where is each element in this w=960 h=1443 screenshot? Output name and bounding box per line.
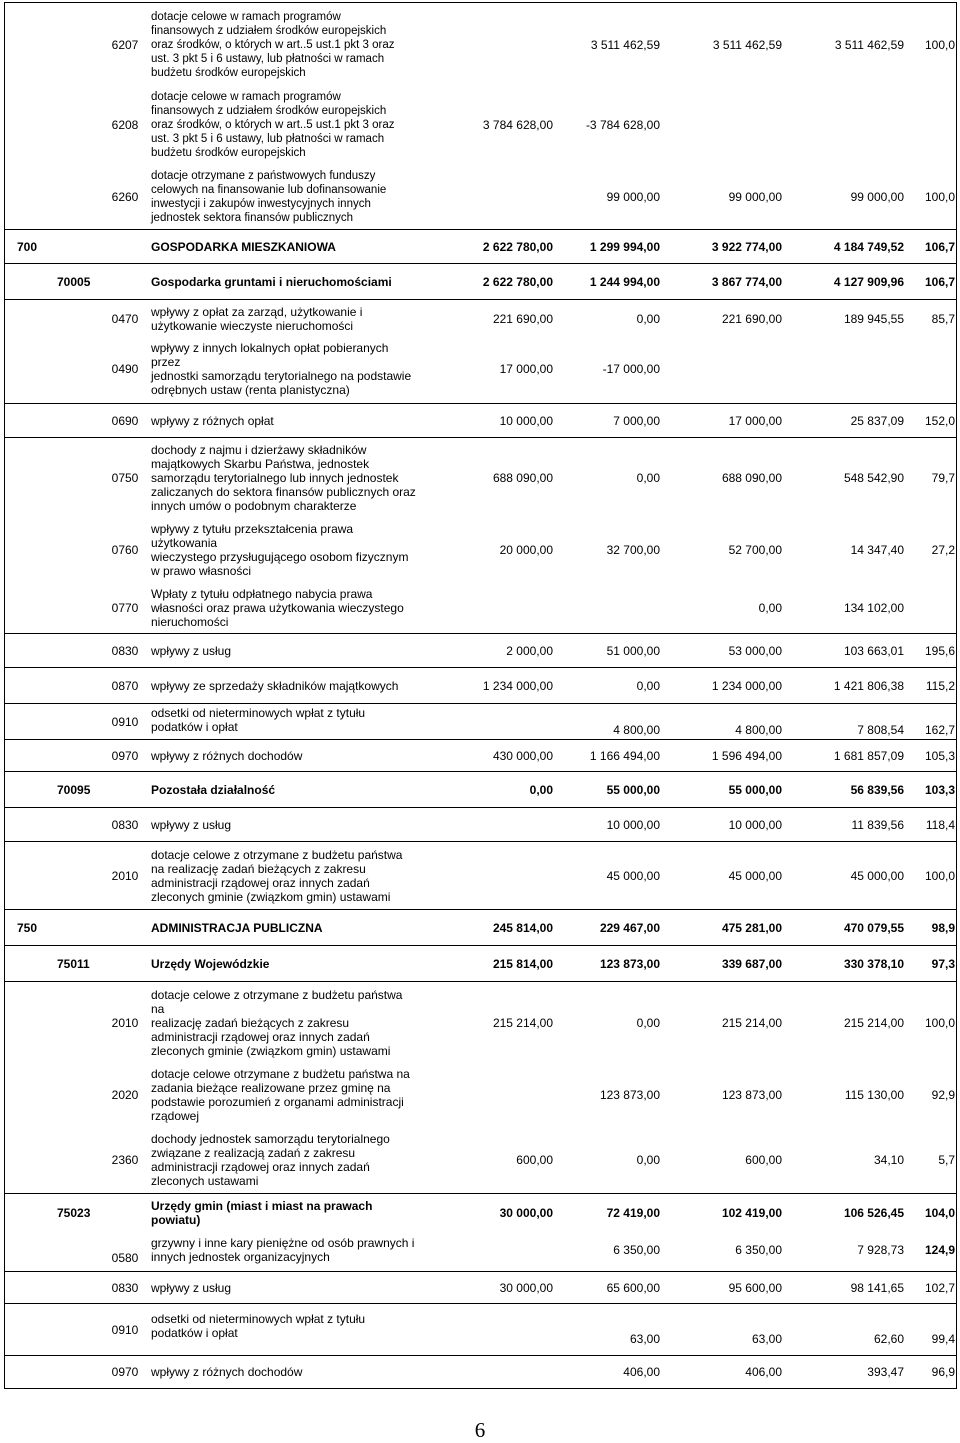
plan-after-change-value: 6 350,00	[735, 1243, 782, 1257]
classification-code: 0830	[111, 1281, 139, 1295]
table-row	[5, 981, 956, 1064]
classification-code: 0770	[111, 601, 139, 615]
classification-code: 0490	[111, 362, 139, 376]
table-row	[5, 1231, 956, 1269]
execution-percent: 100,0	[924, 869, 955, 883]
table-row	[5, 583, 956, 633]
item-description: dotacje otrzymane z państwowych funduszy celowych na finansowanie lub dofinansowanie inwestycji i zakupów inwestycyjnych innych jednostek sektora finansów publicznych	[151, 170, 387, 224]
execution-percent: 97,3	[931, 957, 955, 971]
item-description: dochody z najmu i dzierżawy składników majątkowych Skarbu Państwa, jednostek samorządu terytorialnego lub innych jednostek zaliczanych do sektora finansów publicznych oraz innych umów o podobnym charakterze	[151, 443, 416, 513]
item-description: wpływy z różnych opłat	[151, 414, 274, 428]
table-row	[5, 667, 956, 704]
plan-value: 430 000,00	[492, 749, 553, 763]
chapter-row	[5, 1193, 956, 1232]
execution-percent: 162,7	[924, 723, 955, 737]
plan-value: 3 784 628,00	[482, 118, 553, 132]
plan-after-change-value: 123 873,00	[721, 1088, 782, 1102]
execution-percent: 106,7	[924, 275, 955, 289]
classification-code: 0910	[111, 1323, 139, 1337]
change-value: 123 873,00	[599, 957, 660, 971]
change-value: 406,00	[623, 1365, 660, 1379]
execution-value: 548 542,90	[843, 471, 904, 485]
plan-after-change-value: 3 922 774,00	[711, 240, 782, 254]
chapter-name: Urzędy Wojewódzkie	[151, 957, 270, 971]
execution-value: 7 928,73	[857, 1243, 904, 1257]
item-description: dotacje celowe otrzymane z budżetu państwa na zadania bieżące realizowane przez gminę na podstawie porozumień z organami administracji rządowej	[151, 1067, 410, 1123]
change-value: 32 700,00	[606, 543, 660, 557]
change-value: 72 419,00	[606, 1206, 660, 1220]
budget-table	[4, 2, 957, 1389]
execution-percent: 106,7	[924, 240, 955, 254]
change-value: 123 873,00	[599, 1088, 660, 1102]
chapter-code: 70005	[57, 275, 91, 289]
plan-value	[445, 5, 553, 85]
plan-after-change-value: 95 600,00	[728, 1281, 782, 1295]
plan-after-change-value: 99 000,00	[728, 190, 782, 204]
item-description: wpływy z różnych dochodów	[151, 1365, 303, 1379]
execution-value: 62,60	[873, 1332, 904, 1346]
execution-value: 103 663,01	[843, 644, 904, 658]
section-name: ADMINISTRACJA PUBLICZNA	[151, 921, 323, 935]
plan-value	[445, 1063, 553, 1127]
plan-after-change-value: 600,00	[745, 1153, 782, 1167]
change-value: 1 166 494,00	[589, 749, 660, 763]
execution-value: 99 000,00	[850, 190, 904, 204]
table-row	[5, 739, 956, 772]
execution-value: 25 837,09	[850, 414, 904, 428]
plan-value: 20 000,00	[499, 543, 553, 557]
plan-after-change-value: 215 214,00	[721, 1016, 782, 1030]
plan-value: 215 214,00	[492, 1016, 553, 1030]
item-description: odsetki od nieterminowych wpłat z tytułu podatków i opłat	[151, 706, 366, 734]
execution-value: 1 681 857,09	[833, 749, 904, 763]
execution-value: 3 511 462,59	[834, 38, 904, 52]
item-description: wpływy ze sprzedaży składników majątkowych	[151, 679, 399, 693]
plan-after-change-value: 55 000,00	[728, 783, 782, 797]
classification-code: 0970	[111, 1365, 139, 1379]
section-name: GOSPODARKA MIESZKANIOWA	[151, 240, 336, 254]
plan-after-change-value: 102 419,00	[721, 1206, 782, 1220]
execution-value: 7 808,54	[857, 723, 904, 737]
change-value: 65 600,00	[606, 1281, 660, 1295]
classification-code: 0580	[111, 1251, 139, 1265]
plan-value: 2 622 780,00	[482, 240, 553, 254]
execution-percent: 152,0	[924, 414, 955, 428]
execution-value: 215 214,00	[843, 1016, 904, 1030]
plan-value	[445, 1231, 553, 1269]
change-value: -3 784 628,00	[585, 118, 660, 132]
plan-after-change-value: 52 700,00	[728, 543, 782, 557]
classification-code: 0830	[111, 818, 139, 832]
plan-value: 10 000,00	[499, 414, 553, 428]
execution-percent: 104,0	[924, 1206, 955, 1220]
execution-value: 106 526,45	[843, 1206, 904, 1220]
table-row	[5, 85, 956, 165]
classification-code: 2010	[111, 1016, 139, 1030]
execution-percent: 5,7	[938, 1153, 955, 1167]
plan-value: 221 690,00	[492, 312, 553, 326]
table-row	[5, 807, 956, 842]
execution-percent: 100,0	[924, 1016, 955, 1030]
table-row	[5, 841, 956, 910]
table-row	[5, 1063, 956, 1127]
plan-value: 600,00	[516, 1153, 553, 1167]
execution-value: 189 945,55	[843, 312, 904, 326]
plan-after-change-value: 45 000,00	[728, 869, 782, 883]
chapter-name: Pozostała działalność	[151, 783, 276, 797]
execution-value: 4 184 749,52	[833, 240, 904, 254]
table-row	[5, 1271, 956, 1304]
item-description: Wpłaty z tytułu odpłatnego nabycia prawa własności oraz prawa użytkowania wieczystego nieruchomości	[151, 587, 404, 629]
section-row	[5, 909, 956, 946]
classification-code: 0970	[111, 749, 139, 763]
execution-value: 11 839,56	[851, 818, 904, 832]
plan-value: 215 814,00	[492, 957, 553, 971]
plan-after-change-value: 10 000,00	[728, 818, 782, 832]
execution-value: 45 000,00	[850, 869, 904, 883]
change-value: 0,00	[636, 471, 660, 485]
execution-value: 115 130,00	[844, 1088, 904, 1102]
change-value: 6 350,00	[613, 1243, 660, 1257]
plan-after-change-value: 221 690,00	[721, 312, 782, 326]
page-number: 6	[474, 1418, 486, 1442]
plan-value: 1 234 000,00	[482, 679, 553, 693]
change-value: 3 511 462,59	[590, 38, 660, 52]
plan-after-change-value: 1 234 000,00	[711, 679, 782, 693]
execution-percent: 115,2	[925, 679, 955, 693]
plan-after-change-value: 3 867 774,00	[711, 275, 782, 289]
change-value: 1 299 994,00	[589, 240, 660, 254]
table-row	[5, 403, 956, 438]
section-row	[5, 229, 956, 264]
table-row	[5, 437, 956, 518]
execution-percent: 92,9	[931, 1088, 955, 1102]
execution-percent: 96,9	[931, 1365, 955, 1379]
classification-code: 0760	[111, 543, 139, 557]
plan-after-change-value: 4 800,00	[735, 723, 782, 737]
table-row	[5, 517, 956, 583]
execution-percent: 102,7	[924, 1281, 955, 1295]
plan-value	[445, 165, 553, 229]
plan-after-change-value: 53 000,00	[728, 644, 782, 658]
table-row	[5, 1355, 956, 1388]
plan-value: 0,00	[529, 783, 553, 797]
item-description: dochody jednostek samorządu terytorialnego związane z realizacją zadań z zakresu administracji rządowej oraz innych zadań zleconych ustawami	[151, 1132, 390, 1188]
change-value: 7 000,00	[613, 414, 660, 428]
chapter-name: Urzędy gmin (miast i miast na prawach powiatu)	[151, 1199, 373, 1227]
change-value: 45 000,00	[606, 869, 660, 883]
item-description: wpływy z usług	[151, 1281, 232, 1295]
item-description: dotacje celowe w ramach programów finansowych z udziałem środków europejskich oraz środków, o których w art..5 ust.1 pkt 3 oraz ust. 3 pkt 5 i 6 ustawy, lub płatności w ramach budżetu środków europejskich	[151, 11, 395, 79]
plan-after-change-value: 406,00	[745, 1365, 782, 1379]
table-row	[5, 337, 956, 401]
change-value	[555, 583, 660, 633]
table-row	[5, 703, 956, 740]
item-description: wpływy z innych lokalnych opłat pobieranych przez jednostki samorządu terytorialnego na podstawie odrębnych ustaw (renta planistyczna)	[151, 341, 412, 397]
plan-value	[445, 808, 553, 842]
execution-percent: 118,4	[925, 818, 955, 832]
plan-after-change-value: 17 000,00	[728, 414, 782, 428]
execution-value: 56 839,56	[850, 783, 904, 797]
execution-percent: 105,3	[924, 749, 955, 763]
execution-value: 134 102,00	[843, 601, 904, 615]
execution-percent: 85,7	[931, 312, 955, 326]
execution-percent: 124,9	[924, 1243, 955, 1257]
execution-percent: 79,7	[931, 471, 955, 485]
execution-percent: 103,3	[924, 783, 955, 797]
plan-value: 30 000,00	[499, 1281, 553, 1295]
chapter-row	[5, 263, 956, 300]
execution-percent	[907, 85, 955, 165]
execution-percent: 27,2	[931, 543, 955, 557]
plan-after-change-value: 688 090,00	[721, 471, 782, 485]
execution-value	[784, 85, 904, 165]
classification-code: 6260	[111, 190, 139, 204]
table-row	[5, 1127, 956, 1193]
classification-code: 0870	[111, 679, 139, 693]
execution-value: 470 079,55	[843, 921, 904, 935]
item-description: wpływy z różnych dochodów	[151, 749, 303, 763]
chapter-code: 70095	[57, 783, 91, 797]
classification-code: 0690	[111, 414, 139, 428]
plan-after-change-value: 63,00	[751, 1332, 782, 1346]
execution-value: 34,10	[873, 1153, 904, 1167]
change-value: 0,00	[636, 1153, 660, 1167]
item-description: grzywny i inne kary pieniężne od osób prawnych i innych jednostek organizacyjnych	[151, 1236, 415, 1264]
classification-code: 2020	[111, 1088, 139, 1102]
table-row	[5, 633, 956, 668]
classification-code: 2010	[111, 869, 139, 883]
item-description: wpływy z tytułu przekształcenia prawa użytkowania wieczystego przysługującego osobom fizycznym w prawo własności	[151, 522, 409, 578]
chapter-name: Gospodarka gruntami i nieruchomościami	[151, 275, 392, 289]
change-value: 1 244 994,00	[589, 275, 660, 289]
change-value: 4 800,00	[613, 723, 660, 737]
execution-percent	[907, 337, 955, 401]
item-description: dotacje celowe z otrzymane z budżetu państwa na realizację zadań bieżących z zakresu administracji rządowej oraz innych zadań zleconych gminie (związkom gmin) ustawami	[151, 848, 403, 904]
chapter-row	[5, 771, 956, 808]
plan-after-change-value	[662, 337, 782, 401]
chapter-row	[5, 945, 956, 982]
execution-value: 14 347,40	[850, 543, 904, 557]
change-value: 229 467,00	[599, 921, 660, 935]
classification-code: 0830	[111, 644, 139, 658]
execution-percent: 99,4	[931, 1332, 955, 1346]
execution-percent: 100,0	[924, 38, 955, 52]
plan-after-change-value: 1 596 494,00	[711, 749, 782, 763]
change-value: -17 000,00	[602, 362, 660, 376]
execution-value: 393,47	[867, 1365, 904, 1379]
classification-code: 2360	[111, 1153, 139, 1167]
plan-value: 17 000,00	[499, 362, 553, 376]
plan-after-change-value: 339 687,00	[721, 957, 782, 971]
change-value: 0,00	[636, 312, 660, 326]
table-row	[5, 299, 956, 338]
plan-after-change-value: 475 281,00	[721, 921, 782, 935]
execution-value: 1 421 806,38	[833, 679, 904, 693]
classification-code: 6208	[111, 118, 139, 132]
execution-percent: 98,9	[931, 921, 955, 935]
change-value: 63,00	[629, 1332, 660, 1346]
plan-value: 30 000,00	[499, 1206, 553, 1220]
plan-value: 688 090,00	[492, 471, 553, 485]
change-value: 55 000,00	[606, 783, 660, 797]
plan-value	[445, 583, 553, 633]
change-value: 51 000,00	[606, 644, 660, 658]
chapter-code: 75011	[57, 957, 90, 971]
item-description: wpływy z usług	[151, 818, 232, 832]
execution-percent: 195,6	[924, 644, 955, 658]
plan-value	[445, 1356, 553, 1388]
change-value: 0,00	[636, 679, 660, 693]
execution-value: 330 378,10	[843, 957, 904, 971]
classification-code: 6207	[111, 38, 139, 52]
plan-after-change-value: 0,00	[758, 601, 782, 615]
plan-value	[445, 704, 553, 740]
execution-value	[784, 337, 904, 401]
table-row	[5, 1303, 956, 1356]
section-code: 750	[17, 921, 38, 935]
item-description: dotacje celowe z otrzymane z budżetu państwa na realizację zadań bieżących z zakresu administracji rządowej oraz innych zadań zleconych gminie (związkom gmin) ustawami	[151, 988, 403, 1058]
execution-percent	[907, 583, 955, 633]
item-description: wpływy z opłat za zarząd, użytkowanie i użytkowanie wieczyste nieruchomości	[151, 305, 363, 333]
item-description: odsetki od nieterminowych wpłat z tytułu podatków i opłat	[151, 1312, 366, 1340]
plan-after-change-value: 3 511 462,59	[712, 38, 782, 52]
table-row	[5, 165, 956, 229]
change-value: 0,00	[636, 1016, 660, 1030]
chapter-code: 75023	[57, 1206, 91, 1220]
plan-value	[445, 842, 553, 910]
classification-code: 0910	[111, 715, 139, 729]
execution-percent: 100,0	[924, 190, 955, 204]
classification-code: 0470	[111, 312, 139, 326]
table-row	[5, 5, 956, 85]
plan-value: 2 622 780,00	[482, 275, 553, 289]
plan-after-change-value	[662, 85, 782, 165]
plan-value	[445, 1304, 553, 1356]
item-description: wpływy z usług	[151, 644, 232, 658]
plan-value: 245 814,00	[492, 921, 553, 935]
execution-value: 98 141,65	[850, 1281, 904, 1295]
execution-value: 4 127 909,96	[833, 275, 904, 289]
change-value: 10 000,00	[606, 818, 660, 832]
section-code: 700	[17, 240, 38, 254]
change-value: 99 000,00	[606, 190, 660, 204]
classification-code: 0750	[111, 471, 139, 485]
item-description: dotacje celowe w ramach programów finansowych z udziałem środków europejskich oraz środków, o których w art..5 ust.1 pkt 3 oraz ust. 3 pkt 5 i 6 ustawy, lub płatności w ramach budżetu środków europejskich	[151, 91, 395, 159]
plan-value: 2 000,00	[506, 644, 553, 658]
